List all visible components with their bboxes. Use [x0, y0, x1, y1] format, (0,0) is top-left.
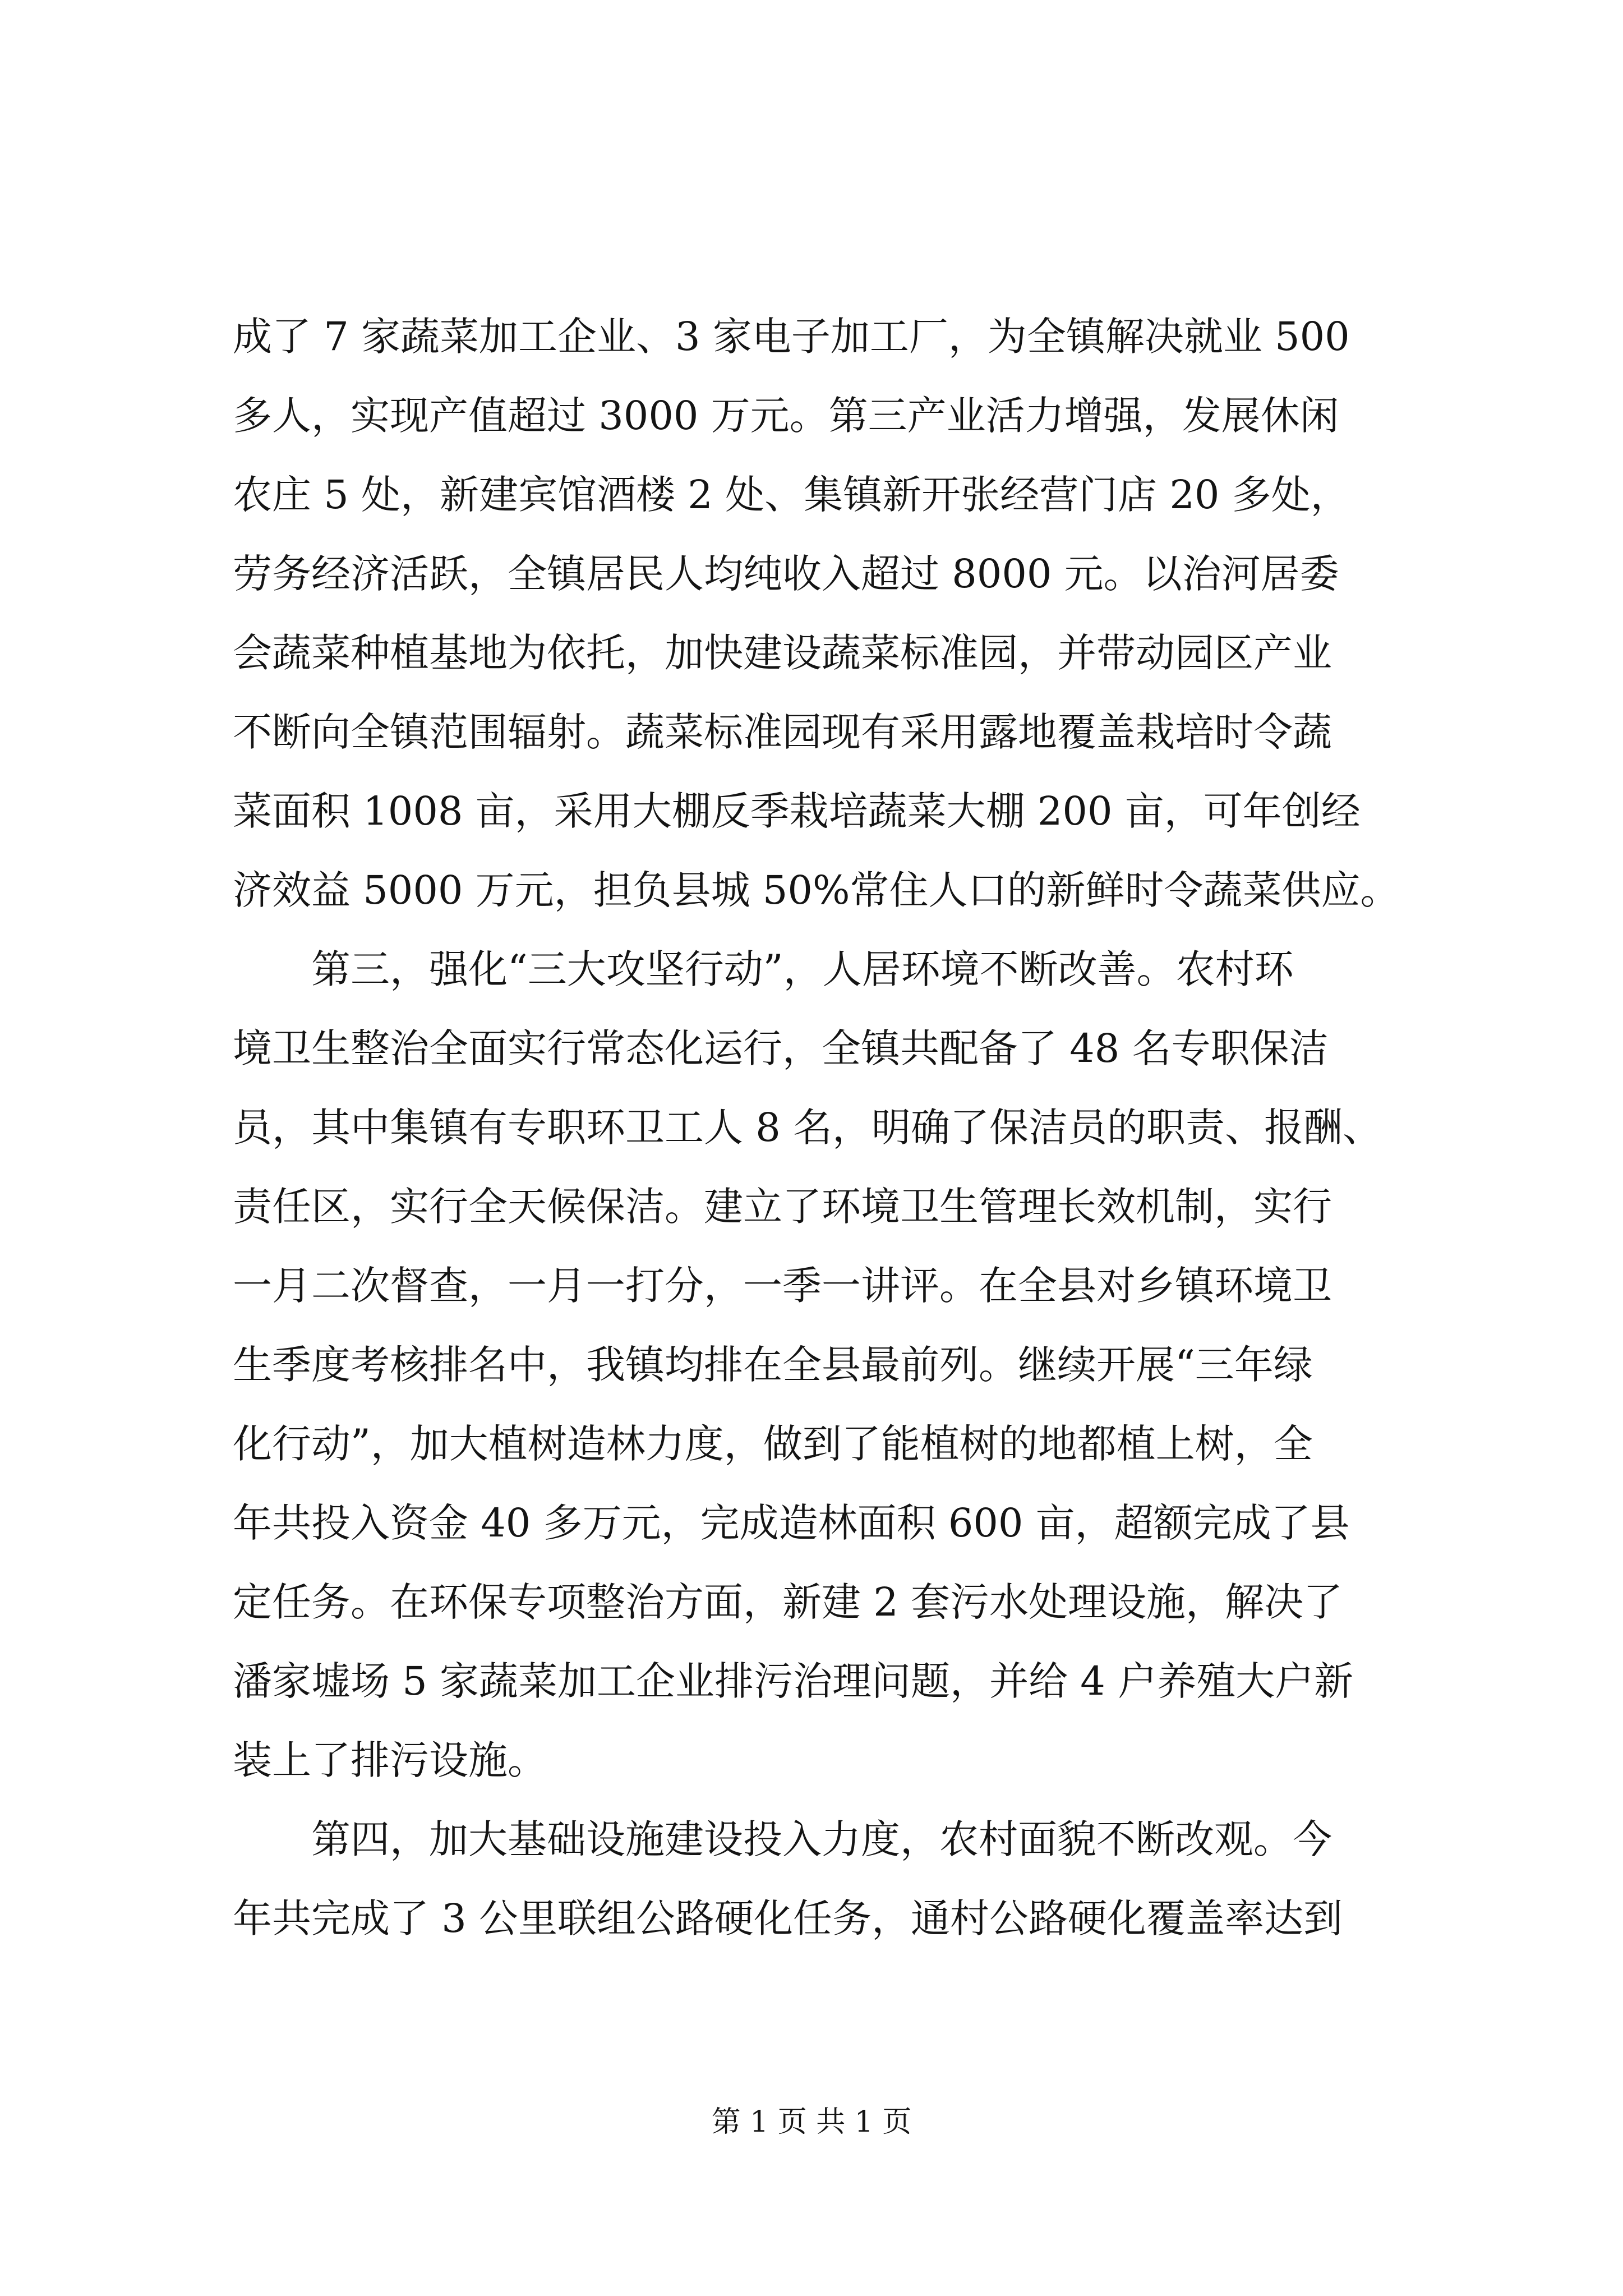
text-line: 生季度考核排名中，我镇均排在全县最前列。继续开展“三年绿	[233, 1342, 1313, 1388]
text-line: 境卫生整治全面实行常态化运行，全镇共配备了 48 名专职保洁	[233, 1025, 1329, 1071]
text-line: 责任区，实行全天候保洁。建立了环境卫生管理长效机制，实行	[233, 1184, 1332, 1230]
page-footer: 第 1 页 共 1 页	[711, 2105, 912, 2139]
paragraph-start-line: 第四，加大基础设施建设投入力度，农村面貌不断改观。今	[311, 1816, 1332, 1862]
text-line: 多人，实现产值超过 3000 万元。第三产业活力增强，发展休闲	[233, 393, 1339, 439]
text-line: 劳务经济活跃，全镇居民人均纯收入超过 8000 元。以治河居委	[233, 551, 1339, 597]
text-line: 会蔬菜种植基地为依托，加快建设蔬菜标准园，并带动园区产业	[233, 630, 1332, 676]
text-line: 潘家墟场 5 家蔬菜加工企业排污治理问题，并给 4 户养殖大户新	[233, 1658, 1354, 1704]
text-line: 定任务。在环保专项整治方面，新建 2 套污水处理设施，解决了	[233, 1579, 1343, 1625]
paragraph-start-line: 第三，强化“三大攻坚行动”，人居环境不断改善。农村环	[311, 946, 1294, 992]
text-line: 不断向全镇范围辐射。蔬菜标准园现有采用露地覆盖栽培时令蔬	[233, 709, 1332, 755]
text-line: 菜面积 1008 亩，采用大棚反季栽培蔬菜大棚 200 亩，可年创经	[233, 788, 1361, 834]
text-line: 年共完成了 3 公里联组公路硬化任务，通村公路硬化覆盖率达到	[233, 1895, 1343, 1941]
document-body	[233, 297, 1402, 1958]
text-line: 一月二次督查，一月一打分，一季一讲评。在全县对乡镇环境卫	[233, 1263, 1332, 1309]
text-line: 农庄 5 处，新建宾馆酒楼 2 处、集镇新开张经营门店 20 多处，	[233, 472, 1350, 518]
text-line: 济效益 5000 万元，担负县城 50%常住人口的新鲜时令蔬菜供应。	[233, 867, 1400, 913]
text-line: 化行动”，加大植树造林力度，做到了能植树的地都植上树，全	[233, 1421, 1313, 1467]
text-line: 装上了排污设施。	[233, 1737, 547, 1783]
text-line: 年共投入资金 40 多万元，完成造林面积 600 亩，超额完成了县	[233, 1500, 1350, 1546]
text-line: 员，其中集镇有专职环卫工人 8 名，明确了保洁员的职责、报酬、	[233, 1105, 1382, 1151]
text-line: 成了 7 家蔬菜加工企业、3 家电子加工厂，为全镇解决就业 500	[233, 314, 1350, 360]
